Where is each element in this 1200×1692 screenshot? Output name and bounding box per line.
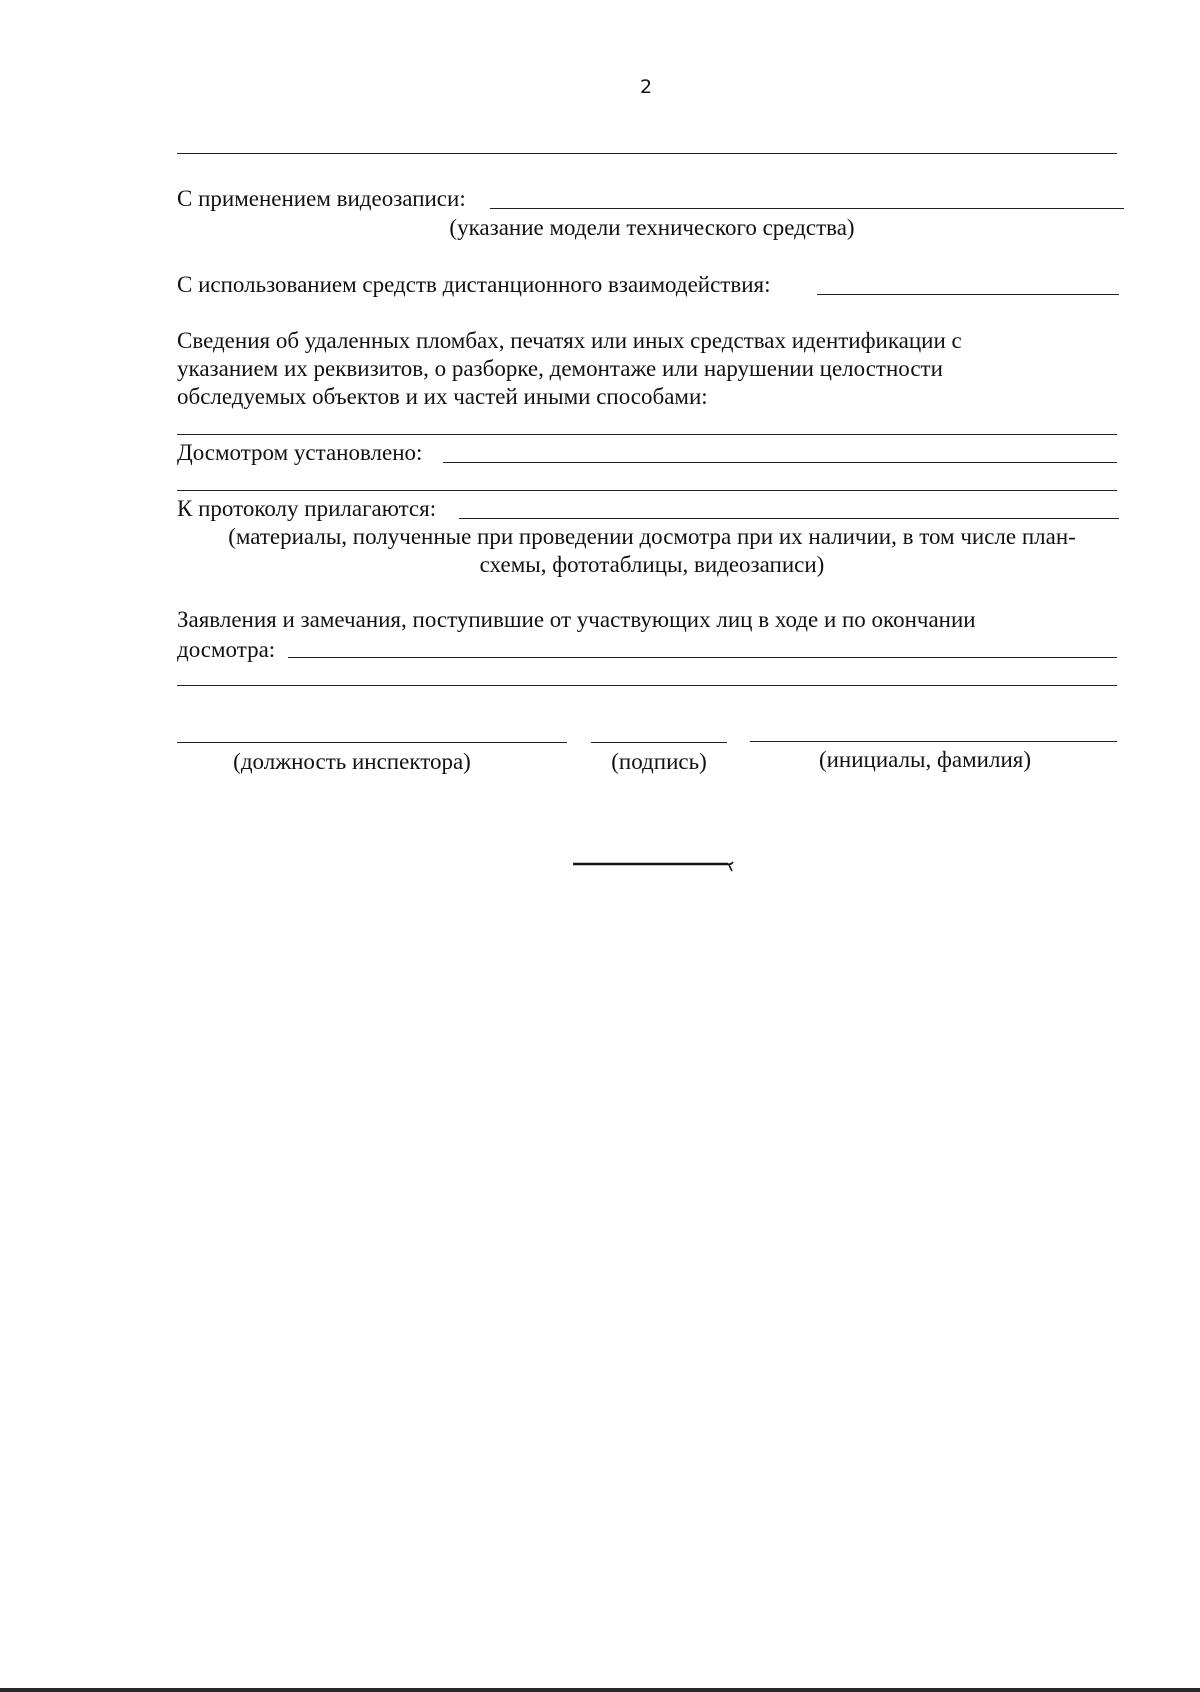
inspection-label: Досмотром установлено: <box>177 440 423 465</box>
statements-line-1: Заявления и замечания, поступившие от участвующих лиц в ходе и по окончании <box>177 607 976 632</box>
position-blank-line[interactable] <box>177 742 567 743</box>
name-blank-line[interactable] <box>750 741 1117 742</box>
video-caption: (указание модели технического средства) <box>449 215 855 240</box>
attachments-blank-line[interactable] <box>459 518 1119 519</box>
seals-line-3: обследуемых объектов и их частей иными способами: <box>177 384 708 409</box>
seals-line-2: указанием их реквизитов, о разборке, демонтаже или нарушении целостности <box>177 356 943 381</box>
attachments-caption-line-1: (материалы, полученные при проведении досмотра при их наличии, в том числе план- <box>228 524 1076 549</box>
top-blank-line[interactable] <box>177 153 1117 154</box>
remote-blank-line[interactable] <box>817 294 1119 295</box>
attachments-caption-line-2: схемы, фототаблицы, видеозаписи) <box>479 552 825 577</box>
statements-blank-line-2[interactable] <box>177 685 1117 686</box>
statements-blank-line[interactable] <box>288 657 1117 658</box>
inspection-blank-line-2[interactable] <box>177 490 1117 491</box>
remote-label: С использованием средств дистанционного взаимодействия: <box>177 272 771 297</box>
seals-blank-line[interactable] <box>177 434 1117 435</box>
name-caption: (инициалы, фамилия) <box>818 747 1032 772</box>
page-number: 2 <box>640 76 653 98</box>
closing-mark <box>570 856 740 874</box>
attachments-label: К протоколу прилагаются: <box>177 496 437 521</box>
video-blank-line[interactable] <box>490 208 1124 209</box>
signature-caption: (подпись) <box>611 749 707 774</box>
position-caption: (должность инспектора) <box>233 749 471 774</box>
seals-line-1: Сведения об удаленных пломбах, печатях или иных средствах идентификации с <box>177 328 962 353</box>
signature-blank-line[interactable] <box>591 742 727 743</box>
video-label: С применением видеозаписи: <box>177 186 466 211</box>
page-bottom-edge <box>0 1688 1200 1692</box>
statements-line-2: досмотра: <box>177 637 276 662</box>
inspection-blank-line[interactable] <box>443 462 1117 463</box>
